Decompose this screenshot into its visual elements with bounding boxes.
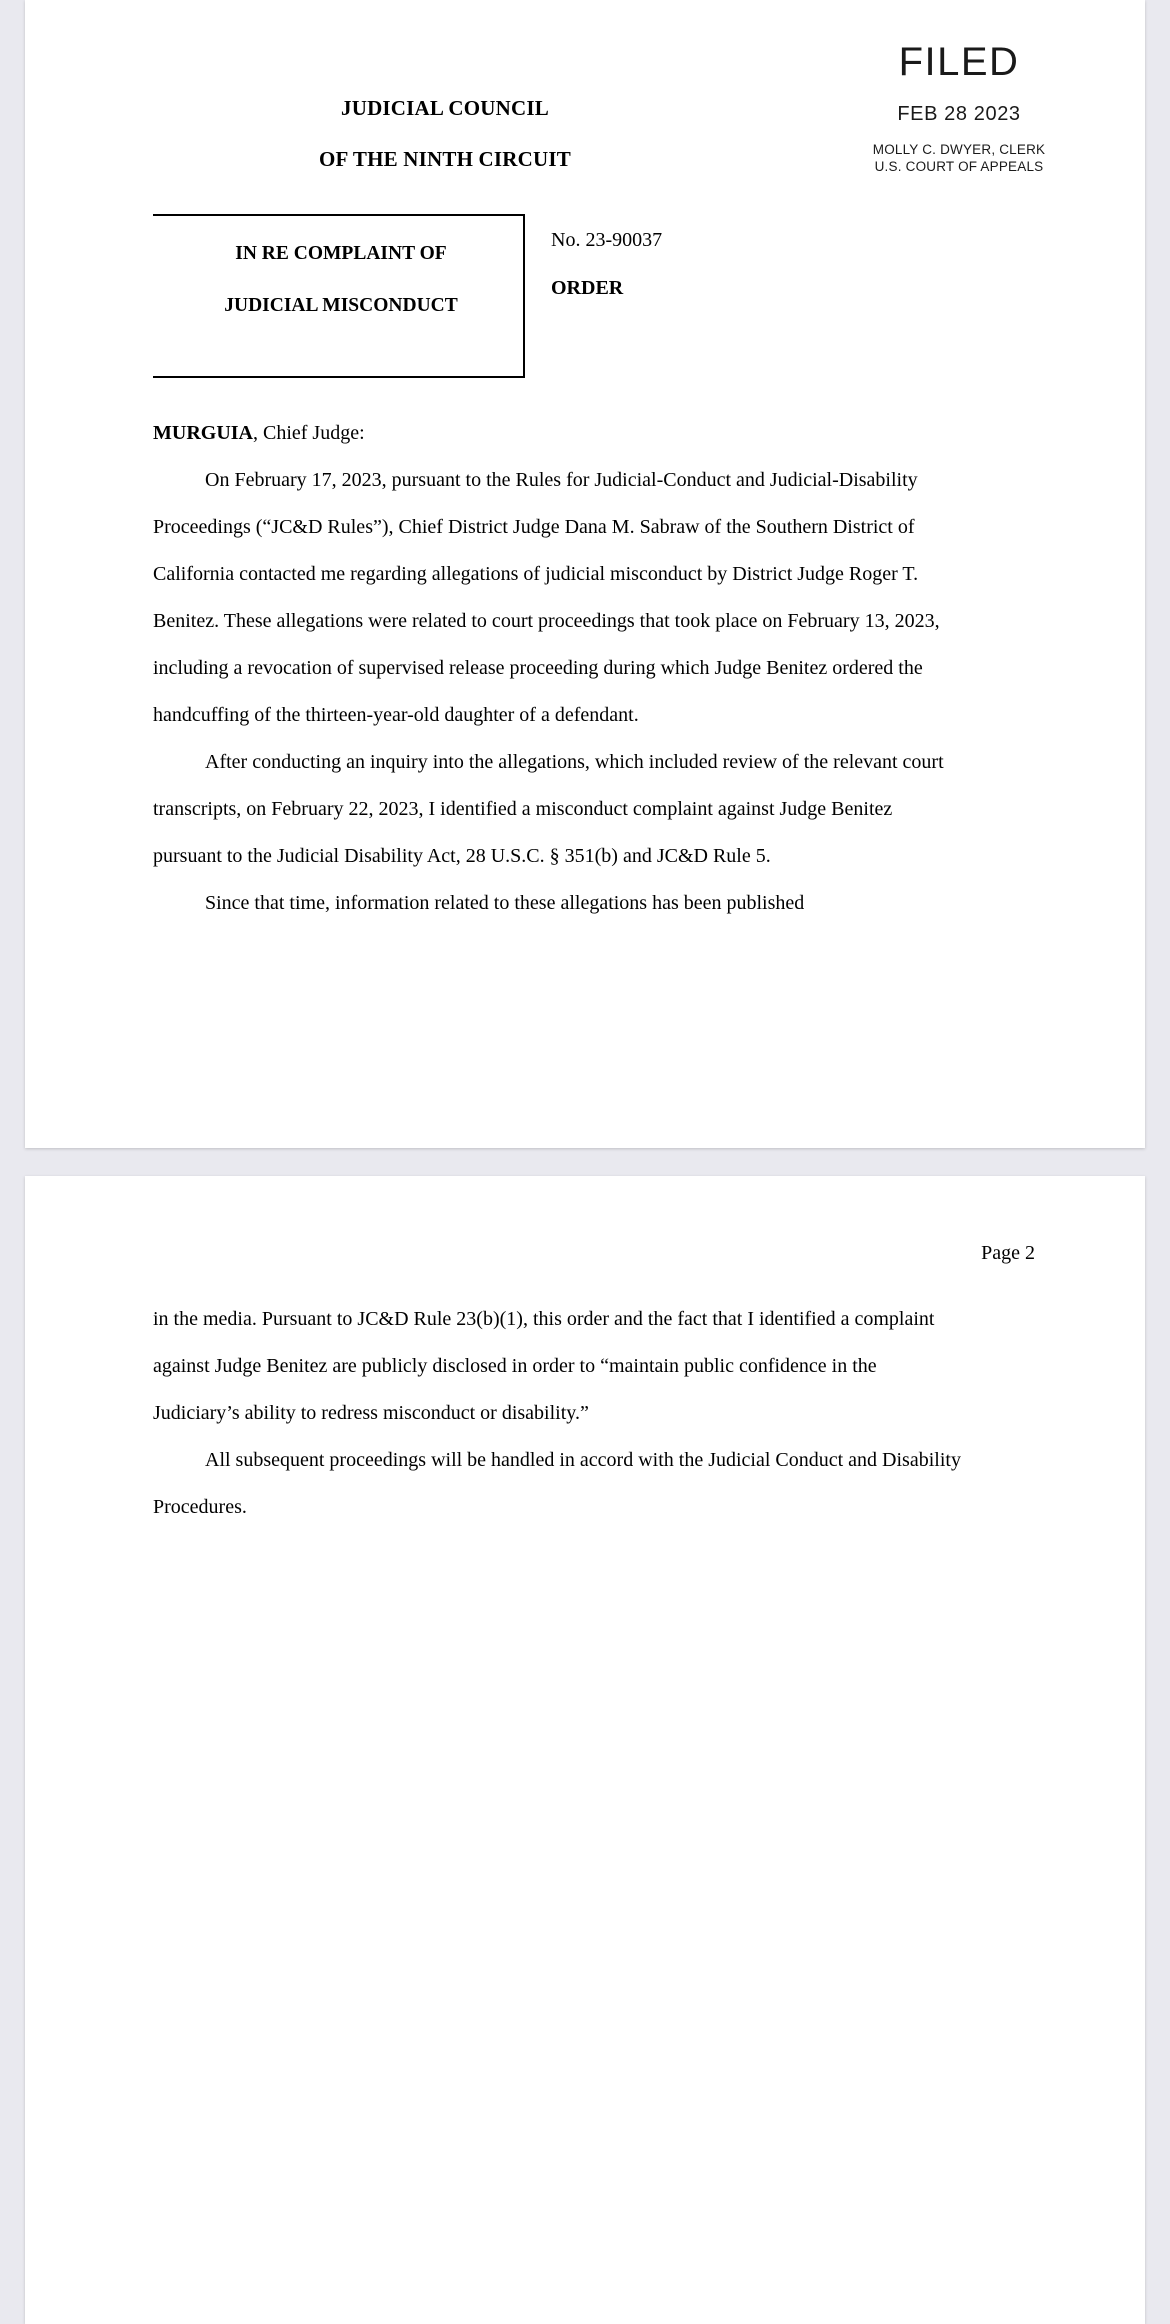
clerk-name-line: MOLLY C. DWYER, CLERK — [872, 142, 1046, 157]
byline-judge-name: MURGUIA — [153, 422, 253, 444]
caption-party-line-2: JUDICIAL MISCONDUCT — [224, 294, 458, 316]
caption-party-name — [161, 244, 521, 315]
case-number: No. 23-90037 — [551, 229, 663, 251]
paragraph-4: in the media. Pursuant to JC&D Rule 23(b)(1), this order and the fact that I identified a complaint against Judge Benitez are publicly disclosed in order to “maintain public confidence in the Judiciary’s ability to redress misconduct or disability.” — [153, 1308, 935, 1424]
page-number-label: Page 2 — [981, 1242, 1035, 1264]
paragraph-5: All subsequent proceedings will be handled in accord with the Judicial Conduct and Disability Procedures. — [153, 1449, 961, 1518]
document-title: ORDER — [551, 277, 624, 299]
court-name-line: U.S. COURT OF APPEALS — [874, 158, 1044, 174]
caption-right-column — [551, 230, 951, 298]
document-page-1 — [25, 0, 1145, 1148]
paragraph-3: Since that time, information related to these allegations has been published — [205, 892, 805, 914]
paragraph-1: On February 17, 2023, pursuant to the Rules for Judicial-Conduct and Judicial-Disability Proceedings (“JC&D Rules”), Chief District Judge Dana M. Sabraw of the Southern District of California contacted me regarding allegations of judicial misconduct by District Judge Roger T. Benitez. These allegations were related to court proceedings that took place on February 13, 2023, including a revocation of supervised release proceeding during which Judge Benitez ordered the handcuffing of the thirteen-year-old daughter of a defendant. — [153, 469, 940, 726]
paragraph-2: After conducting an inquiry into the allegations, which included review of the relevant court transcripts, on February 22, 2023, I identified a misconduct complaint against Judge Benitez pursuant to the Judicial Disability Act, 28 U.S.C. § 351(b) and JC&D Rule 5. — [153, 751, 944, 867]
court-heading — [175, 96, 715, 172]
caption-party-line-1: IN RE COMPLAINT OF — [235, 243, 447, 264]
byline-title: , Chief Judge: — [253, 422, 365, 444]
court-heading-line-1: JUDICIAL COUNCIL — [341, 96, 549, 120]
byline — [153, 410, 965, 457]
case-caption — [153, 214, 963, 384]
filed-stamp-word: FILED — [898, 40, 1020, 84]
filed-stamp-clerk — [809, 142, 1109, 176]
filed-stamp-date: FEB 28 2023 — [897, 103, 1021, 125]
filed-stamp — [809, 42, 1109, 176]
document-page-2 — [25, 1176, 1145, 2324]
court-heading-line-2: OF THE NINTH CIRCUIT — [319, 147, 571, 171]
page-2-body — [153, 1296, 965, 1531]
page-1-body — [153, 410, 965, 927]
